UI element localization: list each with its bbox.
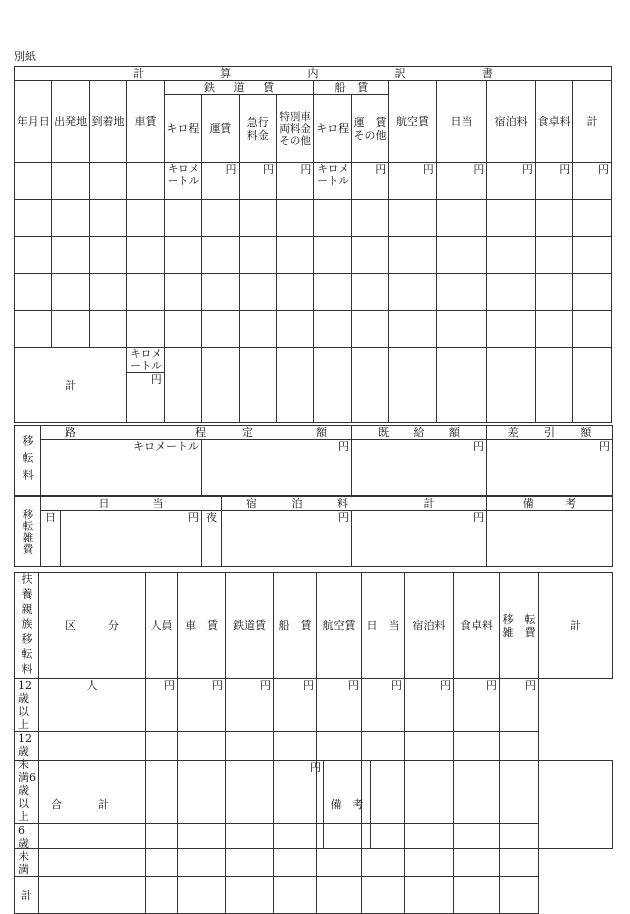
col-meal: 食卓料 [535,81,572,163]
col-date: 年月日 [15,81,52,163]
family-cell[interactable] [362,877,405,914]
header-char: 備 [522,497,534,510]
paid-cell[interactable] [352,440,487,496]
ship-group-header [314,81,389,95]
header-char: 船 [334,81,346,94]
family-col-header: 移 転 雑 費 [500,573,539,679]
calculation-table [14,66,612,423]
calc-cell[interactable] [535,274,572,311]
header-char: 泊 [291,497,303,510]
family-cell[interactable]: 人 [39,679,146,732]
calculation-title [15,67,612,81]
calc-cell[interactable] [127,311,164,348]
calc-cell[interactable] [314,311,351,348]
header-char: 給 [413,426,425,439]
calc-cell[interactable] [89,274,126,311]
family-cell[interactable]: 円 [178,679,226,732]
header-char: 内 [307,67,319,80]
header-char: 訳 [394,67,406,80]
header-char: 分 [108,619,119,632]
family-row-label: 計 [15,877,39,914]
daily-cell[interactable] [61,511,202,567]
family-cell[interactable] [274,877,317,914]
family-cell[interactable]: 円 [146,679,178,732]
calc-cell[interactable] [164,200,201,237]
family-col-header: 船 賃 [274,573,317,679]
family-cell[interactable] [454,877,500,914]
calc-cell[interactable] [436,237,487,274]
calc-cell[interactable] [389,311,437,348]
route-fixed-header [41,426,352,440]
calc-cell[interactable]: 円 [351,163,388,200]
calc-cell[interactable] [52,200,89,237]
sum-cell[interactable] [573,348,612,423]
family-cell[interactable]: 円 [500,679,539,732]
family-cell[interactable]: 円 [362,679,405,732]
header-char: 既 [378,426,390,439]
moving-misc-table [14,496,613,567]
sum-unit-yen: 円 [127,373,164,423]
family-col-header: 車 賃 [178,573,226,679]
calc-cell[interactable] [202,311,239,348]
misc-daily-header [41,497,222,511]
misc-total-header: 計 [423,497,435,510]
calc-cell[interactable] [127,200,164,237]
calc-cell[interactable] [487,200,536,237]
calc-cell[interactable] [15,163,52,200]
calc-cell[interactable] [573,237,612,274]
calc-cell[interactable] [276,237,313,274]
calc-cell[interactable] [487,274,536,311]
sum-cell[interactable] [351,348,388,423]
calc-cell[interactable] [535,237,572,274]
calc-cell[interactable] [535,200,572,237]
header-char: 定 [242,426,253,439]
paid-header [352,426,487,440]
header-char: 書 [481,67,493,80]
calc-cell[interactable] [487,311,536,348]
calc-cell[interactable] [314,200,351,237]
col-rail-fare: 運賃 [202,95,239,163]
unit-yen: 円 [338,440,349,453]
lodging-cell[interactable] [222,511,352,567]
calc-cell[interactable] [487,237,536,274]
family-cell[interactable]: 円 [405,679,454,732]
calc-cell[interactable] [351,200,388,237]
family-col-header: 航空賃 [317,573,362,679]
calc-cell[interactable] [52,311,89,348]
calc-cell[interactable] [276,200,313,237]
route-cell[interactable] [41,440,202,496]
diff-cell[interactable] [487,440,613,496]
sum-cell[interactable] [239,348,276,423]
calc-cell[interactable]: 円 [276,163,313,200]
col-rail-km: キロ程 [164,95,201,163]
family-cell[interactable]: 円 [226,679,274,732]
calc-cell[interactable] [239,311,276,348]
col-ship-fare: 運 賃 その他 [351,95,388,163]
family-row-label: 12歳未満6歳以上 [15,732,39,824]
col-vehicle: 車賃 [127,81,164,163]
calc-cell[interactable] [436,200,487,237]
calc-cell[interactable] [89,200,126,237]
calc-cell[interactable] [202,237,239,274]
calc-cell[interactable] [15,274,52,311]
sum-cell[interactable] [436,348,487,423]
family-col-header: 人員 [146,573,178,679]
calc-cell[interactable] [52,274,89,311]
header-char: 日 [98,497,110,510]
family-cell[interactable] [39,877,146,914]
rail-group-header [164,81,314,95]
calc-cell[interactable] [389,237,437,274]
header-char: 算 [220,67,232,80]
col-rail-special: 特別車 両料金 その他 [276,95,313,163]
calc-cell[interactable] [389,274,437,311]
header-char: 賃 [263,81,275,94]
unit-yen: 円 [338,511,350,524]
header-char: 料 [337,497,349,510]
misc-total-cell[interactable] [352,511,487,567]
calc-cell[interactable] [127,163,164,200]
calc-cell[interactable]: 円 [202,163,239,200]
calc-cell[interactable] [351,237,388,274]
calc-cell[interactable] [89,237,126,274]
grand-remarks-cell[interactable] [371,761,613,849]
header-char: 区 [65,619,76,632]
header-char: 賃 [357,81,369,94]
calc-cell[interactable] [276,274,313,311]
calc-cell[interactable]: キロメ ートル [164,163,201,200]
header-char: 額 [316,426,327,439]
calc-cell[interactable] [89,163,126,200]
calc-cell[interactable] [535,311,572,348]
calc-cell[interactable] [436,311,487,348]
calc-cell[interactable] [52,237,89,274]
family-cell[interactable] [226,877,274,914]
unit-yen: 円 [473,511,485,524]
sum-cell[interactable] [487,348,536,423]
calc-cell[interactable] [314,274,351,311]
family-cell[interactable]: 円 [274,679,317,732]
header-char: 合 [51,798,62,811]
calc-cell[interactable] [389,200,437,237]
calc-cell[interactable] [15,200,52,237]
col-air: 航空賃 [389,81,437,163]
grand-total-table [14,760,613,849]
header-char: 考 [565,497,577,510]
family-label: 扶養親族移転料 [15,573,39,679]
header-char: 引 [543,426,555,439]
header-char: 宿 [246,497,258,510]
calc-sum-label: 計 [15,348,127,423]
grand-total-label [15,761,146,849]
calc-cell[interactable] [164,311,201,348]
division-header [39,573,146,679]
family-cell[interactable] [317,877,362,914]
header-char: 計 [133,67,145,80]
sum-cell[interactable] [389,348,437,423]
header-char: 差 [507,426,519,439]
calc-cell[interactable] [127,274,164,311]
misc-lodging-header [222,497,487,511]
col-ship-km: キロ程 [314,95,351,163]
family-row-label: 6 歳 未 満 [15,824,39,877]
header-char: 道 [233,81,245,94]
header-char: 計 [98,798,109,811]
family-col-header: 日 当 [362,573,405,679]
calc-cell[interactable]: 円 [239,163,276,200]
header-char: 額 [448,426,460,439]
fixed-cell[interactable] [202,440,352,496]
unit-yen: 円 [310,761,321,774]
col-lodging: 宿泊料 [487,81,536,163]
family-moving-table [14,572,613,914]
family-cell[interactable] [178,877,226,914]
family-col-header: 鉄道賃 [226,573,274,679]
col-daily: 日当 [436,81,487,163]
calc-cell[interactable]: 円 [535,163,572,200]
calc-cell[interactable]: 円 [573,163,612,200]
diff-header [487,426,613,440]
misc-label: 移転雑費 [15,497,41,567]
calc-cell[interactable] [239,274,276,311]
family-col-header: 宿泊料 [405,573,454,679]
moving-fee-table [14,425,613,496]
calc-cell[interactable]: 円 [436,163,487,200]
col-depart: 出発地 [52,81,89,163]
grand-remarks-label: 備 考 [324,761,371,849]
header-char: 鉄 [203,81,215,94]
calc-cell[interactable] [351,274,388,311]
family-col-header: 食卓料 [454,573,500,679]
header-char: 程 [195,426,206,439]
sum-cell[interactable] [202,348,239,423]
family-cell[interactable] [405,877,454,914]
calc-cell[interactable] [239,200,276,237]
moving-label: 移転料 [15,426,41,496]
calc-cell[interactable]: 円 [487,163,536,200]
calc-cell[interactable] [52,163,89,200]
sum-unit-km: キロメ ートル [127,348,164,373]
calc-cell[interactable] [202,200,239,237]
calc-cell[interactable] [15,237,52,274]
misc-remarks-cell[interactable] [487,511,613,567]
night-label: 夜 [202,511,222,567]
header-char: 額 [580,426,592,439]
calc-cell[interactable] [573,200,612,237]
sum-cell[interactable] [535,348,572,423]
calc-cell[interactable] [573,311,612,348]
family-cell[interactable] [146,877,178,914]
calc-cell[interactable]: 円 [389,163,437,200]
header-char: 当 [152,497,164,510]
calc-cell[interactable] [351,311,388,348]
family-cell[interactable] [500,877,539,914]
calc-cell[interactable] [314,237,351,274]
calc-cell[interactable] [276,311,313,348]
unit-km: キロメートル [133,440,199,453]
sum-cell[interactable] [314,348,351,423]
sum-cell[interactable] [276,348,313,423]
misc-remarks-header [487,497,613,511]
grand-total-cell[interactable] [146,761,324,849]
calc-cell[interactable] [89,311,126,348]
calc-cell[interactable] [127,237,164,274]
header-char: 路 [65,426,76,439]
day-label: 日 [41,511,61,567]
col-total: 計 [573,81,612,163]
calc-cell[interactable] [573,274,612,311]
calc-cell[interactable] [164,237,201,274]
col-arrive: 到着地 [89,81,126,163]
calc-cell[interactable] [202,274,239,311]
unit-yen: 円 [473,440,484,453]
calc-cell[interactable] [15,311,52,348]
calc-cell[interactable] [164,274,201,311]
col-rail-express: 急行 料金 [239,95,276,163]
calc-cell[interactable] [239,237,276,274]
sum-cell[interactable] [164,348,201,423]
unit-yen: 円 [599,440,610,453]
attachment-label: 別紙 [14,50,36,63]
family-row-label: 12 歳 以 上 [15,679,39,732]
family-cell[interactable]: 円 [454,679,500,732]
family-col-header: 計 [539,573,613,679]
family-cell[interactable]: 円 [317,679,362,732]
unit-yen: 円 [188,511,199,524]
calc-cell[interactable] [436,274,487,311]
calc-cell[interactable]: キロメ ートル [314,163,351,200]
